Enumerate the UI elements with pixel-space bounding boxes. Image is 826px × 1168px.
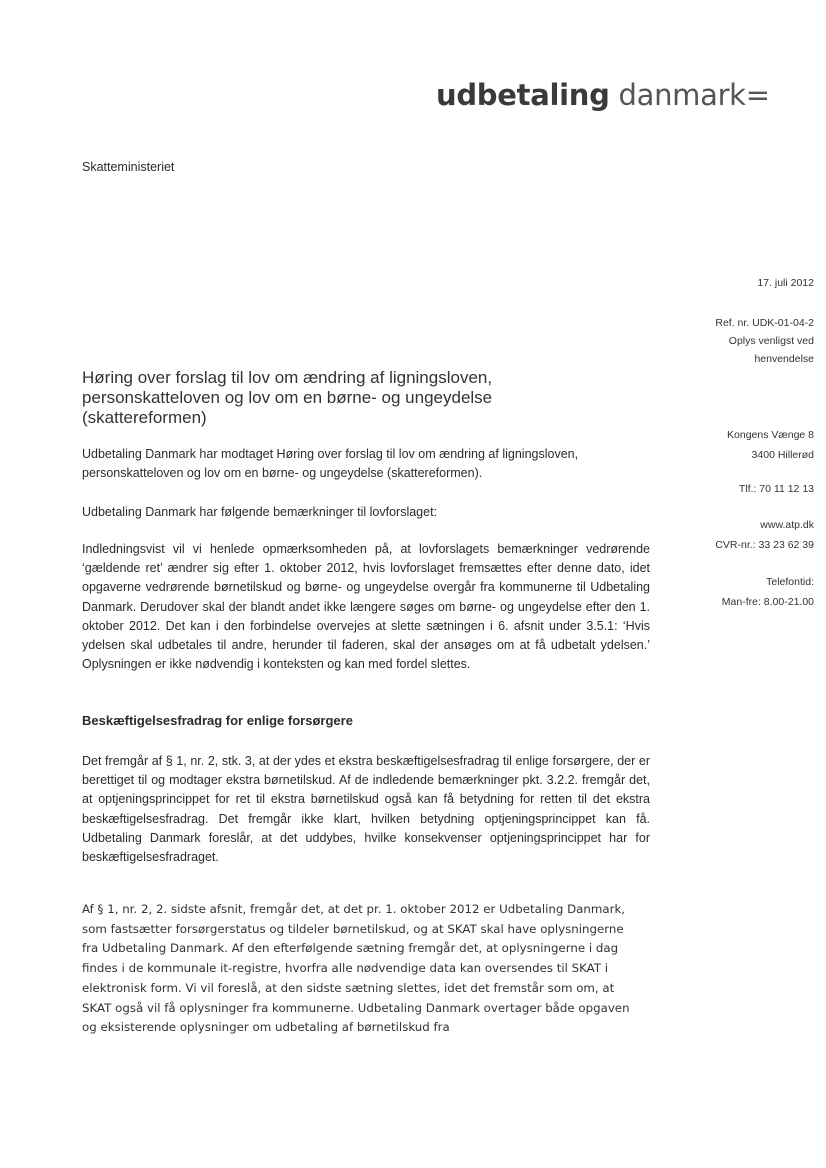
intro-paragraph: Udbetaling Danmark har modtaget Høring over forslag til lov om ændring af ligningsloven, personskatteloven og lov om en børne- og ungeydelse (skattereformen). <box>82 447 579 481</box>
address-city: 3400 Hillerød <box>751 449 814 461</box>
company-logo <box>436 78 770 112</box>
reference-note-1: Oplys venligst ved <box>728 335 814 347</box>
reference-number: Ref. nr. UDK-01-04-2 <box>715 317 814 329</box>
remarks-intro: Udbetaling Danmark har følgende bemærkninger til lovforslaget: <box>82 505 438 519</box>
address-cvr: CVR-nr.: 33 23 62 39 <box>715 539 814 551</box>
reference-note-2: henvendelse <box>754 353 814 365</box>
reference-block <box>624 315 814 367</box>
paragraph-1: Indledningsvist vil vi henlede opmærksomheden på, at lovforslagets bemærkninger vedrørende ‘gældende ret’ ændrer sig efter 1. oktober 2012, hvis lovforslaget fremsættes efter denne dato, idet opgaverne vedrørende børnetilskud og børne- og ungeydelse overgår fra kommunerne til Udbetaling Danmark. Derudover skal der blandt andet ikke længere søges om børne- og ungeydelse efter den 1. oktober 2012. Det kan i den forbindelse overvejes at slette sætningen i 6. afsnit under 3.5.1: ‘Hvis ydelsen skal udbetales til andre, herunder til faderen, skal der ansøges om at få udbetalt ydelsen.’ Oplysningen er ikke nødvendig i konteksten og kan med fordel slettes. <box>82 542 650 672</box>
logo-text-udbetaling: udbetaling <box>436 78 610 112</box>
phone-hours-label: Telefontid: <box>766 576 814 588</box>
address-street: Kongens Vænge 8 <box>727 429 814 441</box>
address-web: www.atp.dk <box>760 519 814 531</box>
recipient: Skatteministeriet <box>82 160 175 174</box>
paragraph-3: Af § 1, nr. 2, 2. sidste afsnit, fremgår det, at det pr. 1. oktober 2012 er Udbetaling Danmark, som fastsætter forsørgerstatus og tildeler børnetilskud, og at SKAT skal have oplysningerne fra Udbetaling Danmark. Af den efterfølgende sætning fremgår det, at oplysningerne i dag findes i de kommunale it-registre, hvorfra alle nødvendige data kan oversendes til SKAT i elektronisk form. Vi vil foreslå, at den sidste sætning slettes, idet det fremstår som om, at SKAT også vil få oplysninger fra kommunerne. Udbetaling Danmark overtager både opgaven og eksisterende oplysninger om udbetaling af børnetilskud fra <box>82 902 630 1035</box>
address-phone: Tlf.: 70 11 12 13 <box>738 483 814 495</box>
logo-equals-mark: = <box>745 78 770 112</box>
phone-hours: Man-fre: 8.00-21.00 <box>721 596 814 608</box>
letter-date: 17. juli 2012 <box>757 277 814 289</box>
letter-title: Høring over forslag til lov om ændring af ligningsloven, personskatteloven og lov om en børne- og ungeydelse (skattereformen) <box>82 368 493 427</box>
section-heading: Beskæftigelsesfradrag for enlige forsørgere <box>82 713 353 728</box>
logo-text-danmark: danmark <box>618 78 746 112</box>
paragraph-2: Det fremgår af § 1, nr. 2, stk. 3, at der ydes et ekstra beskæftigelsesfradrag til enlige forsørgere, der er berettiget til og modtager ekstra børnetilskud. Af de indledende bemærkninger pkt. 3.2.2. fremgår det, at optjeningsprincippet for ret til ekstra børnetilskud også kan få betydning for retten til det ekstra beskæftigelsesfradrag. Det fremgår ikke klart, hvilken betydning optjeningsprincippet kan få. Udbetaling Danmark foreslår, at det uddybes, hvilke konsekvenser optjeningsprincippet har for beskæftigelsesfradraget. <box>82 754 650 865</box>
